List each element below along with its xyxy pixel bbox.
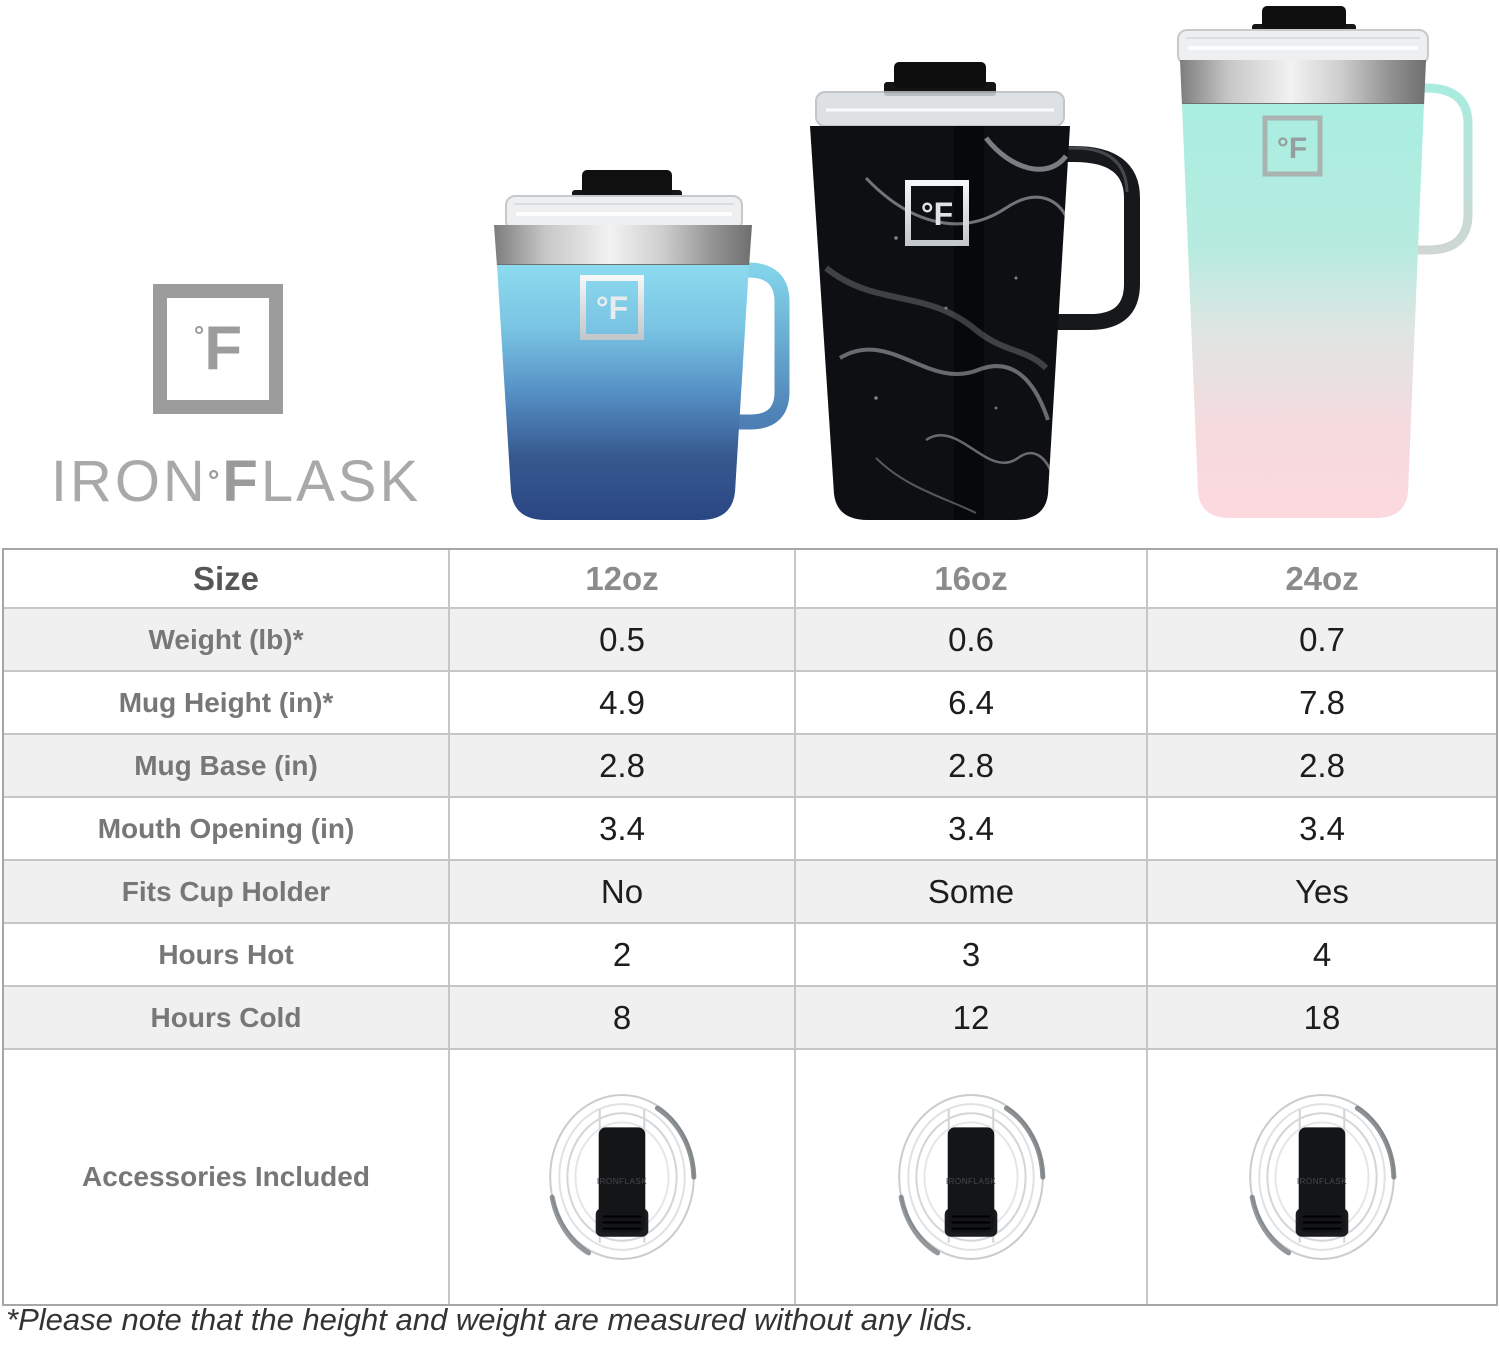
wordmark-f: F	[222, 448, 261, 514]
accessory-cell-16oz	[796, 1050, 1148, 1304]
cell-value: 4.9	[450, 672, 796, 733]
svg-text:°F: °F	[920, 196, 954, 232]
row-label: Hours Hot	[4, 924, 450, 985]
table-row-hours-cold	[4, 987, 1496, 1050]
table-row-mouth-opening	[4, 798, 1496, 861]
table-row-mug-height	[4, 672, 1496, 735]
cell-value: 3.4	[450, 798, 796, 859]
svg-text:°F: °F	[595, 290, 629, 326]
cell-value: 0.5	[450, 609, 796, 670]
logo-degree-glyph: °	[193, 320, 205, 350]
clear-lid	[1178, 30, 1428, 64]
cell-value: 0.7	[1299, 620, 1345, 658]
row-label: Accessories Included	[4, 1050, 450, 1304]
cell-value: 2	[450, 924, 796, 985]
cell-value: 18	[1303, 998, 1341, 1036]
row-label: Mouth Opening (in)	[4, 798, 450, 859]
row-label: Fits Cup Holder	[4, 861, 450, 922]
tumbler-lid-image	[895, 1091, 1047, 1263]
spec-table	[2, 548, 1498, 1306]
row-label: Mug Height (in)*	[4, 672, 450, 733]
table-row-hours-hot	[4, 924, 1496, 987]
tumbler-lid-image	[546, 1091, 698, 1263]
cell-value: 2.8	[450, 735, 796, 796]
table-header-row	[4, 550, 1496, 609]
row-label: Hours Cold	[4, 987, 450, 1048]
cell-value: 2.8	[1299, 746, 1345, 784]
cell-value: 12	[796, 987, 1148, 1048]
cell-value: Some	[796, 861, 1148, 922]
cell-value: 3	[796, 924, 1148, 985]
svg-text:°F: °F	[1276, 132, 1308, 165]
cell-value: 3.4	[796, 798, 1148, 859]
cell-value: 7.8	[1299, 683, 1345, 721]
cell-value: 4	[1312, 935, 1332, 973]
steel-band	[1180, 60, 1426, 106]
cell-value: 2.8	[796, 735, 1148, 796]
svg-text:IRONFLASK: IRONFLASK	[1296, 1177, 1348, 1187]
tumbler-lid-image	[1246, 1091, 1398, 1263]
svg-text:IRONFLASK: IRONFLASK	[945, 1177, 997, 1187]
column-header-16oz: 16oz	[796, 550, 1148, 607]
cell-value: 0.6	[796, 609, 1148, 670]
cell-value: No	[450, 861, 796, 922]
svg-text:IRONFLASK: IRONFLASK	[596, 1177, 648, 1187]
row-label: Weight (lb)*	[4, 609, 450, 670]
wordmark-degree: °	[207, 464, 223, 497]
product-photo-12oz-mug	[486, 166, 790, 524]
product-photo-16oz-mug	[806, 58, 1146, 526]
cell-value: 8	[450, 987, 796, 1048]
cell-value: 3.4	[1299, 809, 1345, 847]
brand-logo	[153, 284, 283, 414]
brand-wordmark	[50, 446, 422, 516]
accessory-cell-24oz	[1148, 1050, 1496, 1304]
column-header-24oz: 24oz	[1285, 559, 1359, 597]
column-header-size: Size	[4, 550, 450, 607]
table-row-accessories	[4, 1050, 1496, 1304]
accessory-cell-12oz	[450, 1050, 796, 1304]
row-label: Mug Base (in)	[4, 735, 450, 796]
cell-value: 6.4	[796, 672, 1148, 733]
table-row-weight	[4, 609, 1496, 672]
cell-value: Yes	[1295, 872, 1349, 910]
wordmark-lask: LASK	[260, 448, 422, 514]
logo-letter-glyph: F	[204, 314, 243, 383]
steel-band	[494, 225, 752, 267]
clear-lid	[506, 196, 742, 230]
lid-sip-tab	[884, 62, 996, 96]
footnote: *Please note that the height and weight are measured without any lids.	[6, 1302, 975, 1337]
column-header-12oz: 12oz	[450, 550, 796, 607]
table-row-fits-cup-holder	[4, 861, 1496, 924]
product-photo-24oz-mug	[1170, 4, 1482, 524]
clear-lid	[816, 92, 1064, 126]
table-row-mug-base	[4, 735, 1496, 798]
mug-body	[1182, 104, 1424, 518]
wordmark-iron: IRON	[50, 448, 208, 514]
